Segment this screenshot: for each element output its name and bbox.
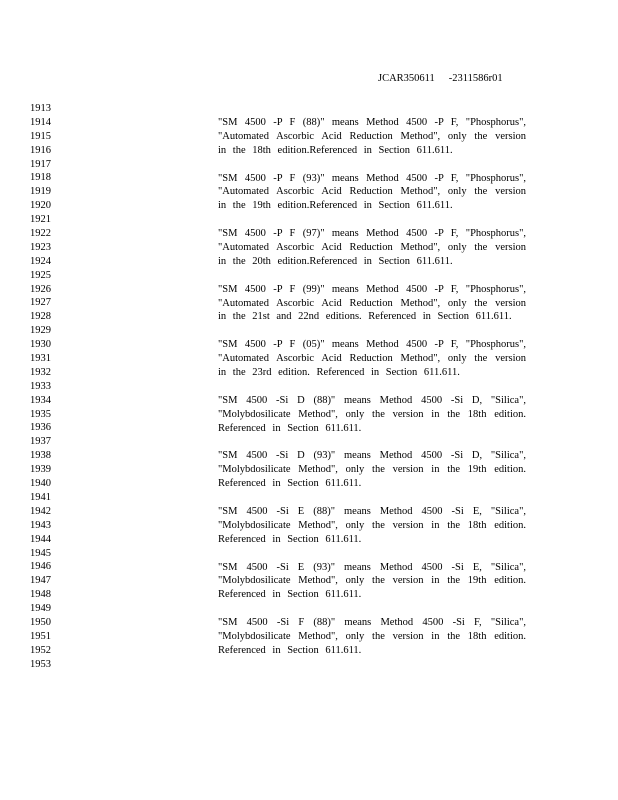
line-number: 1940 [30, 478, 51, 490]
line-number: 1948 [30, 589, 51, 601]
line-number: 1921 [30, 214, 51, 226]
definitions-list [218, 116, 526, 672]
definition-line: "SM 4500 -P F (99)" means Method 4500 -P F, "Phosphorus", [218, 283, 526, 295]
definition-entry [218, 283, 526, 325]
line-number: 1951 [30, 630, 51, 642]
definition-line: Referenced in Section 611.611. [218, 422, 362, 434]
definition-line: Referenced in Section 611.611. [218, 533, 362, 545]
definition-entry [218, 394, 526, 436]
line-number: 1926 [30, 283, 51, 295]
definition-line: "SM 4500 -P F (88)" means Method 4500 -P F, "Phosphorus", [218, 117, 526, 128]
line-number: 1924 [30, 255, 51, 267]
line-number: 1949 [30, 603, 51, 615]
line-number: 1930 [30, 339, 51, 351]
definition-line: Referenced in Section 611.611. [218, 644, 362, 656]
line-number: 1934 [30, 394, 51, 406]
line-number: 1918 [30, 172, 51, 184]
definition-line: Referenced in Section 611.611. [218, 589, 362, 601]
definition-line: "Molybdosilicate Method", only the version in the 18th edition. [218, 408, 526, 420]
document-id: JCAR350611 [378, 73, 435, 84]
line-number-column [30, 102, 60, 672]
line-number: 1917 [30, 158, 51, 170]
definition-line: "Molybdosilicate Method", only the version in the 19th edition. [218, 464, 526, 476]
line-number: 1913 [30, 103, 51, 114]
definition-entry [218, 227, 526, 269]
line-number: 1953 [30, 658, 51, 670]
definition-line: "SM 4500 -P F (93)" means Method 4500 -P F, "Phosphorus", [218, 172, 526, 184]
definition-line: "Automated Ascorbic Acid Reduction Method", only the version [218, 130, 526, 142]
line-number: 1931 [30, 353, 51, 365]
definition-line: in the 21st and 22nd editions. Referenced in Section 611.611. [218, 311, 512, 323]
line-number: 1927 [30, 297, 51, 309]
document-version: -2311586r01 [448, 73, 503, 84]
line-number: 1925 [30, 269, 51, 281]
line-number: 1942 [30, 505, 51, 517]
definition-entry [218, 561, 526, 603]
line-number: 1947 [30, 575, 51, 587]
line-number: 1928 [30, 311, 51, 323]
definition-entry [218, 172, 526, 214]
definition-line: in the 20th edition.Referenced in Section 611.611. [218, 255, 453, 267]
definition-line: "Molybdosilicate Method", only the version in the 18th edition. [218, 519, 526, 531]
definition-line: in the 23rd edition. Referenced in Section 611.611. [218, 367, 460, 379]
line-number: 1916 [30, 144, 51, 156]
line-number: 1936 [30, 422, 51, 434]
line-number: 1932 [30, 366, 51, 378]
line-number: 1943 [30, 519, 51, 531]
line-number: 1945 [30, 547, 51, 559]
definition-line: "SM 4500 -Si D (93)" means Method 4500 -Si D, "Silica", [218, 450, 526, 462]
line-number: 1938 [30, 450, 51, 462]
definition-entry [218, 616, 526, 658]
definition-line: "SM 4500 -P F (97)" means Method 4500 -P F, "Phosphorus", [218, 228, 526, 240]
definition-line: "Automated Ascorbic Acid Reduction Method", only the version [218, 297, 526, 309]
line-number: 1937 [30, 436, 51, 448]
definition-line: "SM 4500 -Si E (88)" means Method 4500 -Si E, "Silica", [218, 505, 526, 517]
line-number: 1915 [30, 130, 51, 142]
definition-line: "SM 4500 -P F (05)" means Method 4500 -P F, "Phosphorus", [218, 339, 526, 351]
line-number: 1935 [30, 408, 51, 420]
definition-line: in the 19th edition.Referenced in Section 611.611. [218, 200, 453, 212]
definition-line: "Molybdosilicate Method", only the version in the 18th edition. [218, 630, 526, 642]
definition-line: "Automated Ascorbic Acid Reduction Method", only the version [218, 186, 526, 198]
line-number: 1933 [30, 380, 51, 392]
document-header [378, 73, 503, 84]
line-number: 1914 [30, 116, 51, 128]
definition-entry [218, 338, 526, 380]
definition-line: "Automated Ascorbic Acid Reduction Method", only the version [218, 353, 526, 365]
definition-entry [218, 116, 526, 158]
definition-line: Referenced in Section 611.611. [218, 478, 362, 490]
definition-line: "Automated Ascorbic Acid Reduction Method", only the version [218, 242, 526, 254]
line-number: 1941 [30, 491, 51, 503]
line-number: 1950 [30, 616, 51, 628]
definition-line: "SM 4500 -Si F (88)" means Method 4500 -Si F, "Silica", [218, 617, 526, 629]
definition-line: in the 18th edition.Referenced in Section 611.611. [218, 144, 453, 156]
line-number: 1939 [30, 464, 51, 476]
definition-entry [218, 449, 526, 491]
line-number: 1952 [30, 644, 51, 656]
definition-line: "SM 4500 -Si E (93)" means Method 4500 -Si E, "Silica", [218, 561, 526, 573]
definition-line: "SM 4500 -Si D (88)" means Method 4500 -Si D, "Silica", [218, 394, 526, 406]
line-number: 1922 [30, 228, 51, 240]
line-number: 1920 [30, 200, 51, 212]
line-number: 1946 [30, 561, 51, 573]
definition-entry [218, 505, 526, 547]
line-number: 1944 [30, 533, 51, 545]
definition-line: "Molybdosilicate Method", only the version in the 19th edition. [218, 575, 526, 587]
line-number: 1919 [30, 186, 51, 198]
line-number: 1929 [30, 325, 51, 337]
line-number: 1923 [30, 241, 51, 253]
